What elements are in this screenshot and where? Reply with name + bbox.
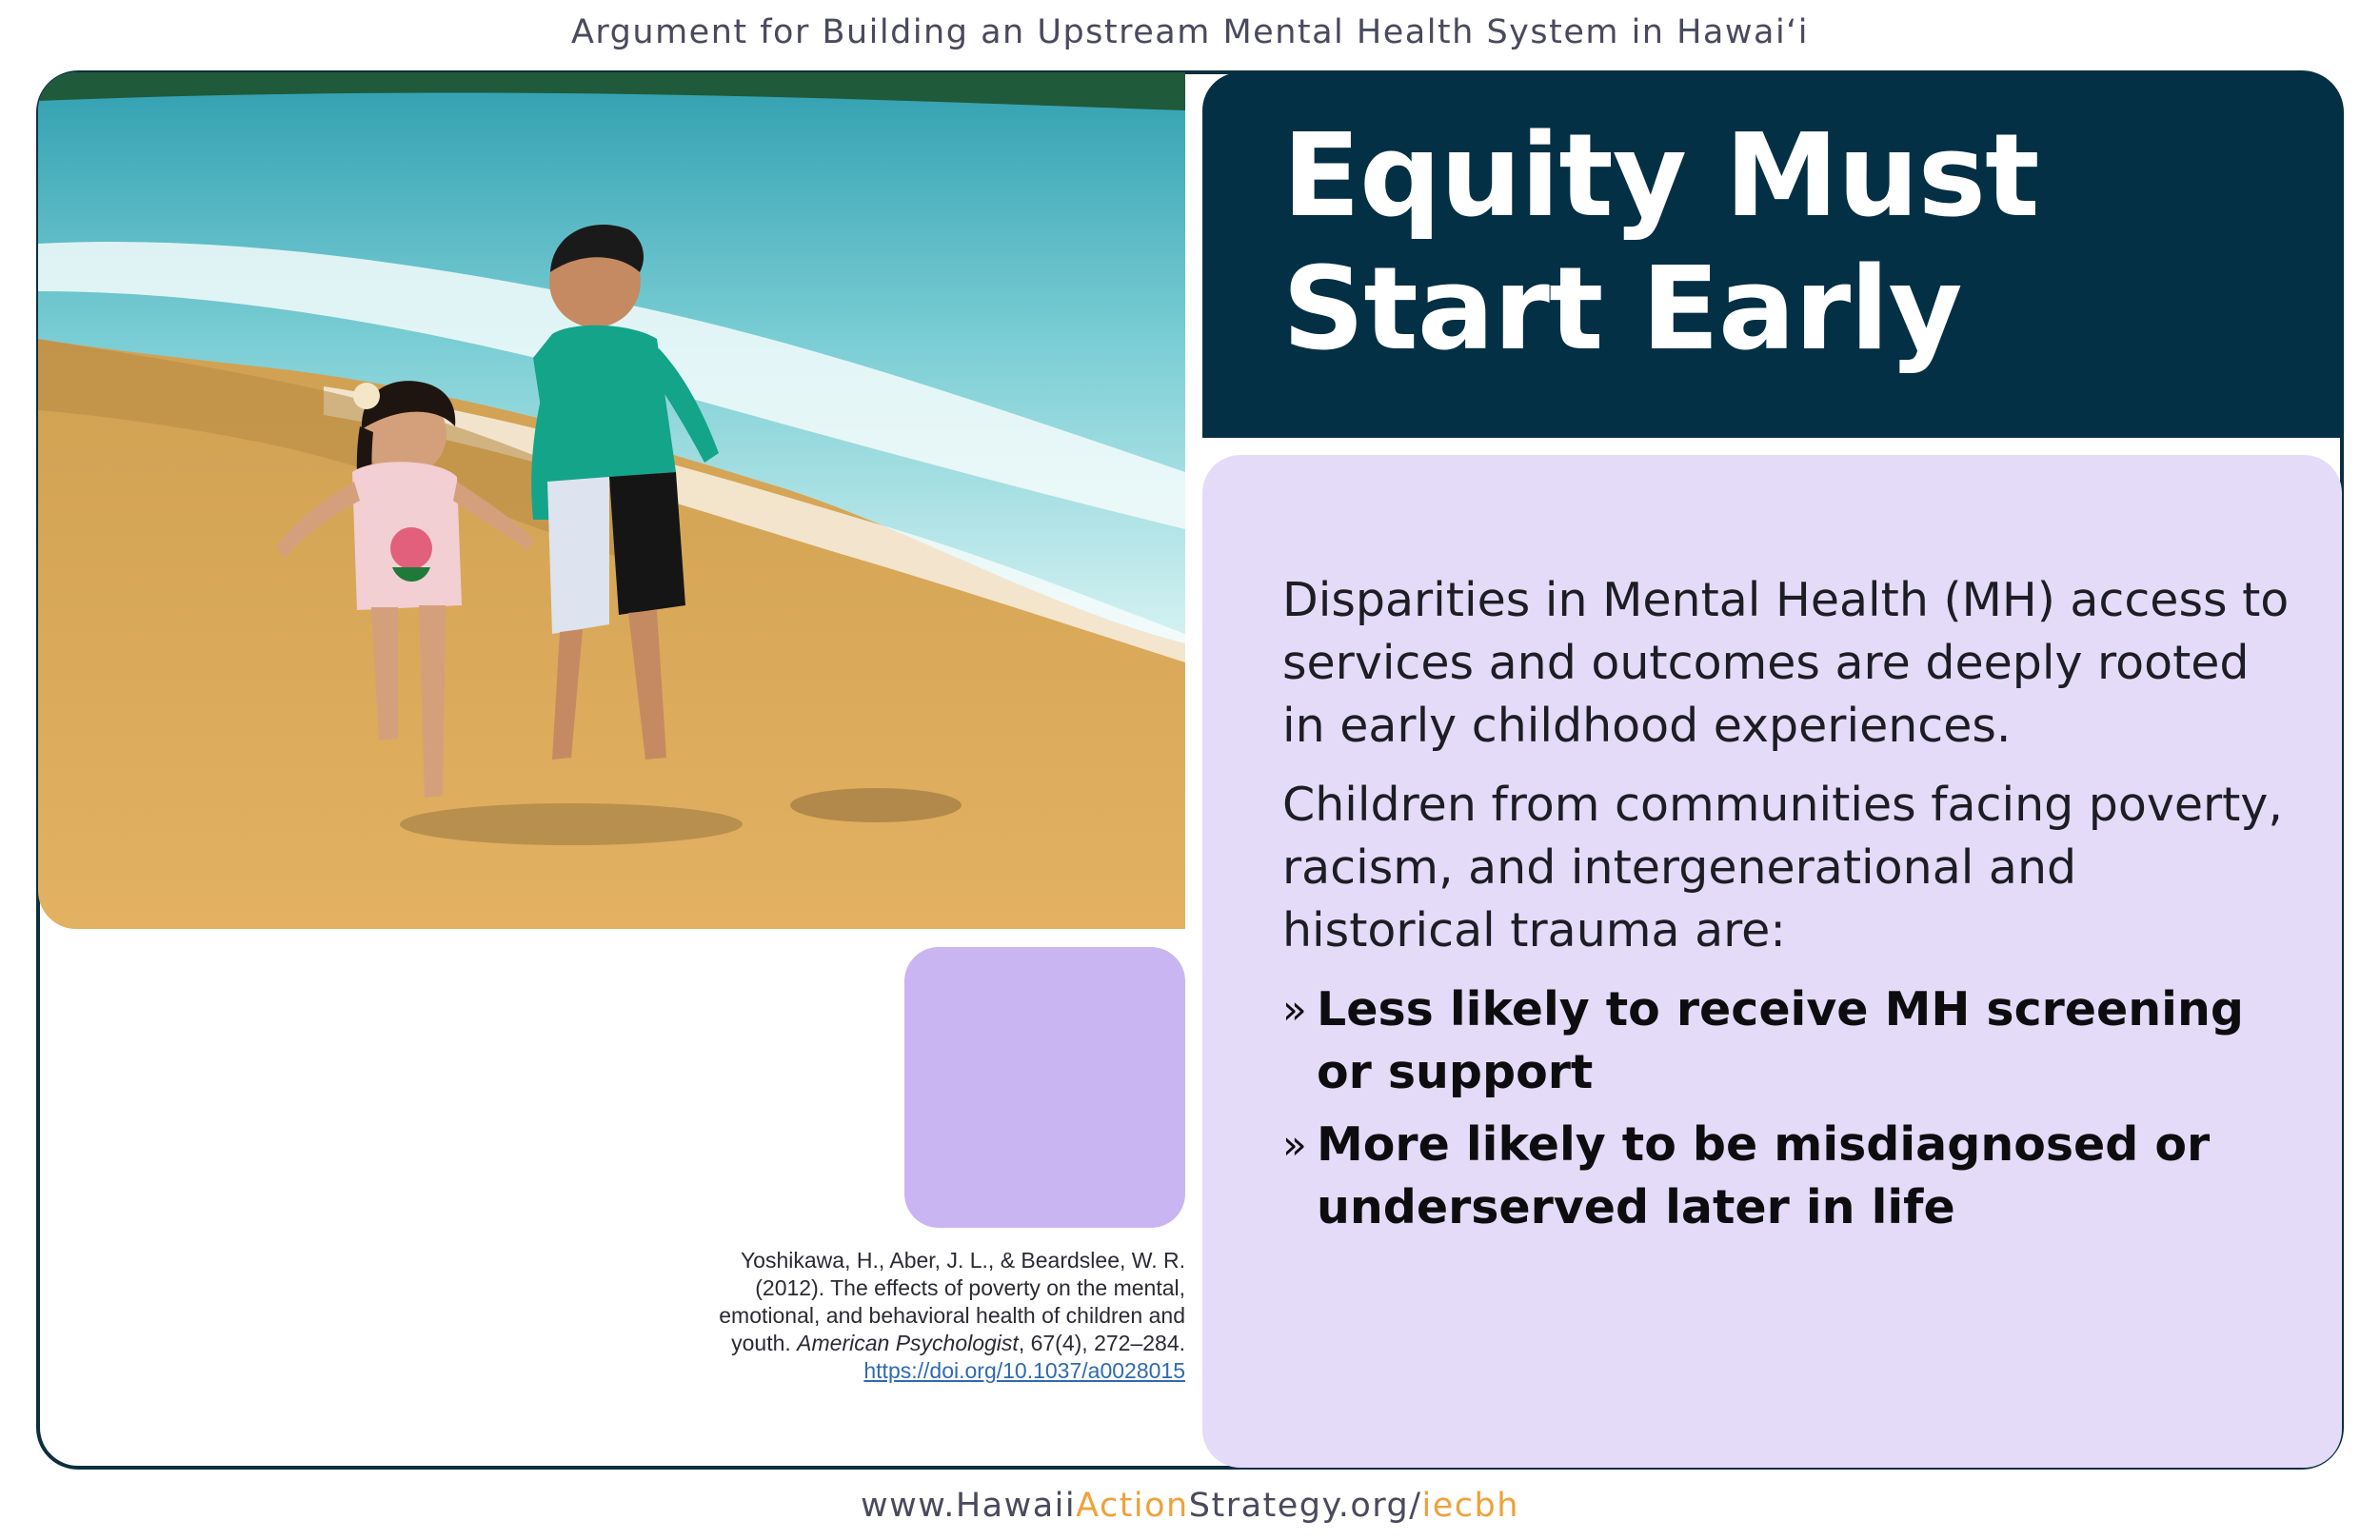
citation-authors: Yoshikawa, H., Aber, J. L., & Beardslee, W. R. (2012). The effects of poverty on the mental, emotional, and behavioral health of children and youth. [719, 1248, 1185, 1355]
paragraph-disparities: Disparities in Mental Health (MH) access to services and outcomes are deeply rooted in early childhood experiences. [1282, 573, 2290, 753]
headline-line-1: Equity Must [1282, 110, 2039, 243]
bullet-text: More likely to be misdiagnosed or underserved later in life [1317, 1117, 2211, 1234]
citation-volume: , 67(4), 272–284. [1018, 1331, 1185, 1355]
footer-url-part-4: iecbh [1421, 1487, 1519, 1525]
headline-box [1202, 72, 2342, 438]
decorative-purple-square [904, 947, 1185, 1228]
footer-url[interactable] [0, 1487, 2380, 1525]
bullet-item-1 [1282, 978, 2282, 1104]
footer-url-part-1: www.Hawaii [861, 1487, 1077, 1525]
bullet-item-2 [1282, 1114, 2282, 1239]
footer-url-part-3: Strategy.org/ [1188, 1487, 1422, 1525]
citation [666, 1247, 1185, 1385]
bullet-text: Less likely to receive MH screening or support [1317, 982, 2244, 1099]
beach-children-photo [38, 72, 1185, 929]
citation-doi-link[interactable]: https://doi.org/10.1037/a0028015 [863, 1358, 1185, 1383]
headline [1282, 110, 2038, 377]
footer-url-part-2: Action [1076, 1487, 1189, 1525]
citation-journal: American Psychologist [797, 1331, 1019, 1355]
bullet-mark: » [1282, 986, 1307, 1033]
page-top-title: Argument for Building an Upstream Mental Health System in Hawaiʻi [570, 13, 1810, 51]
paragraph-children: Children from communities facing poverty, racism, and intergenerational and historical trauma are: [1282, 778, 2283, 958]
body-panel [1202, 455, 2342, 1468]
bullet-mark: » [1282, 1121, 1307, 1168]
headline-line-2: Start Early [1282, 244, 1962, 376]
